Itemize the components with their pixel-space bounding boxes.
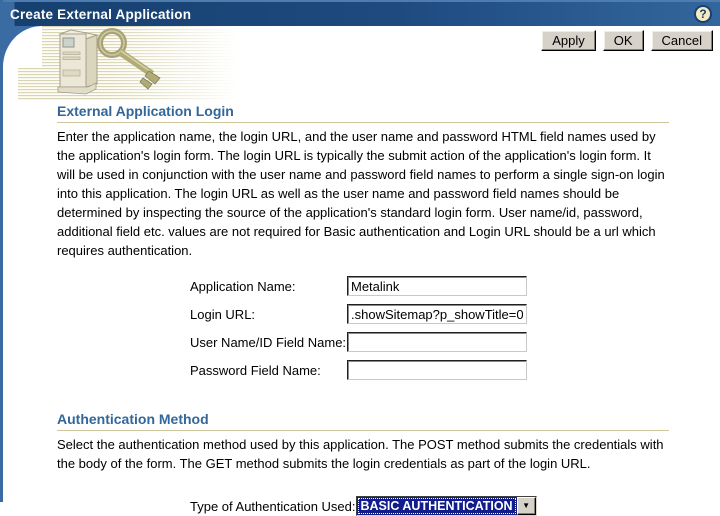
apply-button[interactable]: Apply bbox=[541, 30, 596, 51]
section-rule bbox=[57, 122, 669, 123]
username-field-name-label: User Name/ID Field Name: bbox=[190, 334, 347, 350]
type-of-authentication-label: Type of Authentication Used: bbox=[190, 498, 356, 514]
titlebar bbox=[0, 0, 720, 26]
ok-button[interactable]: OK bbox=[603, 30, 644, 51]
banner bbox=[0, 26, 720, 100]
password-field-name-label: Password Field Name: bbox=[190, 362, 321, 378]
auth-section-description: Select the authentication method used by this application. The POST method submits the credentials with the body of the form. The GET method submits the login credentials as part of the login URL. bbox=[57, 437, 664, 471]
section-rule bbox=[57, 430, 669, 431]
field-row-password-field-name bbox=[190, 360, 669, 380]
section-heading-authentication-method: Authentication Method bbox=[57, 411, 209, 427]
left-edge-accent bbox=[0, 0, 3, 502]
authentication-type-select[interactable] bbox=[356, 496, 537, 516]
field-row-application-name bbox=[190, 276, 669, 296]
corner-swoosh-mask bbox=[3, 26, 42, 68]
field-row-authentication-type bbox=[190, 496, 669, 516]
authentication-type-dropdown-button[interactable] bbox=[517, 497, 536, 515]
application-key-banner-icon bbox=[50, 26, 168, 100]
login-url-input[interactable] bbox=[347, 304, 527, 324]
cancel-button[interactable]: Cancel bbox=[651, 30, 713, 51]
authentication-type-selected-value: BASIC AUTHENTICATION bbox=[357, 497, 517, 515]
field-row-login-url bbox=[190, 304, 669, 324]
authentication-method-section bbox=[57, 412, 669, 516]
help-icon[interactable]: ? bbox=[694, 5, 712, 23]
corner-swoosh bbox=[0, 26, 42, 68]
action-button-row bbox=[541, 30, 713, 51]
username-field-name-input[interactable] bbox=[347, 332, 527, 352]
application-name-label: Application Name: bbox=[190, 278, 296, 294]
page-title: Create External Application bbox=[10, 6, 192, 22]
login-section-description: Enter the application name, the login URL, and the user name and password HTML field names used by the application's login form. The login URL is typically the submit action of the application's login form. It will be used in conjunction with the user name and password field names to perform a single sign-on login into this application. The login URL as well as the user name and password field names should be determined by inspecting the source of the application's standard login form. User name/id, password, additional field etc. values are not required for Basic authentication and Login URL should be a url which requires authentication. bbox=[57, 129, 665, 258]
dropdown-arrow-icon: ▼ bbox=[522, 501, 531, 510]
field-row-username-field-name bbox=[190, 332, 669, 352]
section-heading-external-application-login: External Application Login bbox=[57, 103, 234, 119]
content bbox=[0, 100, 720, 516]
login-url-label: Login URL: bbox=[190, 306, 256, 322]
password-field-name-input[interactable] bbox=[347, 360, 527, 380]
application-name-input[interactable] bbox=[347, 276, 527, 296]
login-form bbox=[190, 276, 669, 380]
